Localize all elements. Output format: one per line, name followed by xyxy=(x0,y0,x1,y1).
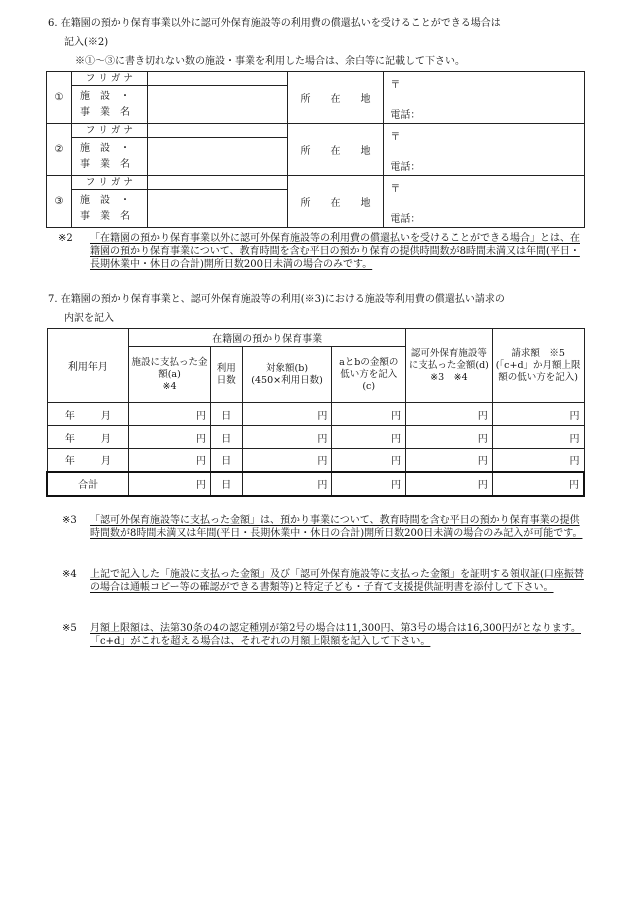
month-cell[interactable]: 年 月 xyxy=(47,449,129,472)
facility-name-field[interactable] xyxy=(147,190,287,228)
facility-row xyxy=(47,124,585,138)
section6-subnote: ※①～③に書き切れない数の施設・事業を利用した場合は、余白等に記載して下さい。 xyxy=(75,56,465,67)
amount-a-cell[interactable]: 円 xyxy=(129,426,211,449)
row-number: ③ xyxy=(47,176,72,228)
table-row xyxy=(47,403,584,426)
section7-title-line2: 内訳を記入 xyxy=(64,313,114,324)
address-label: 所 在 地 xyxy=(287,124,384,176)
days-cell[interactable]: 日 xyxy=(210,426,242,449)
month-cell[interactable]: 年 月 xyxy=(47,426,129,449)
header-d: 認可外保育施設等に支払った金額(d) ※3 ※4 xyxy=(406,329,493,403)
address-field[interactable] xyxy=(384,176,585,228)
furigana-field[interactable] xyxy=(147,176,287,190)
total-a-cell[interactable]: 円 xyxy=(129,472,211,496)
table-row xyxy=(47,426,584,449)
postal-mark: 〒 xyxy=(390,80,401,91)
facility-name-label: 施 設 ・ 事 業 名 xyxy=(71,86,147,124)
furigana-field[interactable] xyxy=(147,72,287,86)
table-row xyxy=(47,449,584,472)
amount-a-cell[interactable]: 円 xyxy=(129,403,211,426)
facility-row xyxy=(47,176,585,190)
note-text: 「認可外保育施設等に支払った金額」は、預かり事業について、教育時間を含む平日の預かり保育事業の提供時間数が8時間未満又は年間(平日・長期休業中・休日の合計)開所日数200日未満の場合のみ記入が可能です。 xyxy=(90,515,583,539)
section6-title-line1: 6. 在籍園の預かり保育事業以外に認可外保育施設等の利用費の償還払いを受けることができる場合は xyxy=(48,18,501,29)
address-field[interactable] xyxy=(384,72,585,124)
header-days: 利用 日数 xyxy=(210,347,242,403)
note-mark: ※3 xyxy=(62,515,77,526)
note-mark: ※2 xyxy=(58,233,73,244)
amount-d-cell[interactable]: 円 xyxy=(406,403,493,426)
address-label: 所 在 地 xyxy=(287,72,384,124)
phone-label: 電話： xyxy=(390,162,421,173)
section6-title-line2: 記入(※2) xyxy=(64,37,109,48)
amount-c-cell[interactable]: 円 xyxy=(332,403,406,426)
header-b: 対象額(b) (450×利用日数) xyxy=(242,347,332,403)
facility-row xyxy=(47,72,585,86)
amount-c-cell[interactable]: 円 xyxy=(332,426,406,449)
month-cell[interactable]: 年 月 xyxy=(47,403,129,426)
furigana-field[interactable] xyxy=(147,124,287,138)
facility-name-label: 施 設 ・ 事 業 名 xyxy=(71,190,147,228)
furigana-label: フ リ ガ ナ xyxy=(71,176,147,190)
note-4 xyxy=(62,568,587,594)
total-b-cell[interactable]: 円 xyxy=(242,472,332,496)
total-row xyxy=(47,472,584,496)
facility-name-field[interactable] xyxy=(147,138,287,176)
total-d-cell[interactable]: 円 xyxy=(406,472,493,496)
breakdown-table xyxy=(46,328,585,497)
amount-d-cell[interactable]: 円 xyxy=(406,449,493,472)
days-cell[interactable]: 日 xyxy=(210,403,242,426)
postal-mark: 〒 xyxy=(390,184,401,195)
row-number: ① xyxy=(47,72,72,124)
amount-d-cell[interactable]: 円 xyxy=(406,426,493,449)
days-cell[interactable]: 日 xyxy=(210,449,242,472)
header-claim: 請求額 ※5 (「c+d」か月額上限額の低い方を記入) xyxy=(492,329,584,403)
row-number: ② xyxy=(47,124,72,176)
claim-cell[interactable]: 円 xyxy=(492,403,584,426)
furigana-label: フ リ ガ ナ xyxy=(71,72,147,86)
amount-c-cell[interactable]: 円 xyxy=(332,449,406,472)
facility-table xyxy=(46,71,585,228)
claim-cell[interactable]: 円 xyxy=(492,449,584,472)
facility-name-label: 施 設 ・ 事 業 名 xyxy=(71,138,147,176)
note-mark: ※5 xyxy=(62,623,77,634)
note-2 xyxy=(58,232,583,271)
header-month: 利用年月 xyxy=(47,329,129,403)
note-5 xyxy=(62,622,587,648)
note-text: 「在籍園の預かり保育事業以外に認可外保育施設等の利用費の償還払いを受けることができる場合」とは、在籍園の預かり保育事業について、教育時間を含む平日の預かり保育の提供時間数が8時間未満又は年間(平日・長期休業中・休日の合計)開所日数200日未満の場合のみです。 xyxy=(90,233,580,270)
note-text: 上記で記入した「施設に支払った金額」及び「認可外保育施設等に支払った金額」を証明する領収証(口座振替の場合は通帳コピー等の確認ができる書類等)と特定子ども・子育て支援提供証明書を添付して下さい。 xyxy=(90,569,584,593)
address-field[interactable] xyxy=(384,124,585,176)
total-days-cell[interactable]: 日 xyxy=(210,472,242,496)
amount-b-cell[interactable]: 円 xyxy=(242,426,332,449)
phone-label: 電話： xyxy=(390,214,421,225)
amount-a-cell[interactable]: 円 xyxy=(129,449,211,472)
note-text: 月額上限額は、法第30条の4の認定種別が第2号の場合は11,300円、第3号の場合は16,300円がとなります。「c+d」がこれを超える場合は、それぞれの月額上限額を記入して下さい。 xyxy=(90,623,581,647)
header-group: 在籍園の預かり保育事業 xyxy=(129,329,406,347)
phone-label: 電話： xyxy=(390,110,421,121)
amount-b-cell[interactable]: 円 xyxy=(242,403,332,426)
claim-cell[interactable]: 円 xyxy=(492,426,584,449)
total-c-cell[interactable]: 円 xyxy=(332,472,406,496)
note-mark: ※4 xyxy=(62,569,77,580)
facility-name-field[interactable] xyxy=(147,86,287,124)
address-label: 所 在 地 xyxy=(287,176,384,228)
furigana-label: フ リ ガ ナ xyxy=(71,124,147,138)
total-label: 合計 xyxy=(47,472,129,496)
amount-b-cell[interactable]: 円 xyxy=(242,449,332,472)
section7-title-line1: 7. 在籍園の預かり保育事業と、認可外保育施設等の利用(※3)における施設等利用費の償還払い請求の xyxy=(48,294,505,305)
header-a: 施設に支払った金額(a) ※4 xyxy=(129,347,211,403)
header-c: aとbの金額の低い方を記入 (c) xyxy=(332,347,406,403)
postal-mark: 〒 xyxy=(390,132,401,143)
total-claim-cell[interactable]: 円 xyxy=(492,472,584,496)
note-3 xyxy=(62,514,587,540)
